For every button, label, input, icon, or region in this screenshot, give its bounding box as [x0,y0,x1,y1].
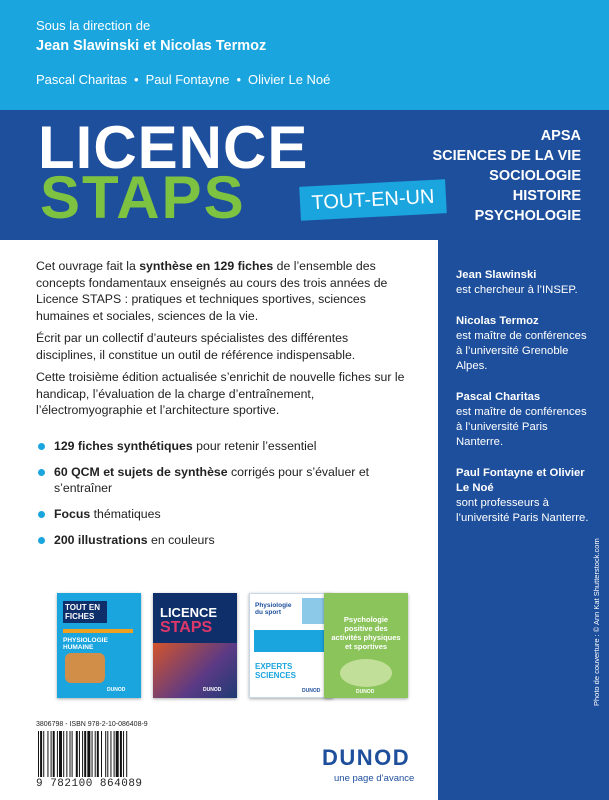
publisher-tagline: une page d’avance [334,773,415,784]
intro-text [36,258,406,425]
features-list [36,438,416,558]
author-description: est maître de conférences à l’université Grenoble Alpes. [456,330,587,372]
thumb-title: LICENCE [160,605,218,620]
thumb-publisher: DUNOD [203,687,222,693]
thumb-publisher: DUNOD [302,688,321,694]
intro-paragraph: Cette troisième édition actualisée s’enrichit de nouvelle fiches sur le handicap, l’évaluation de la charge d’entraînement, l’électromyographie et l’architecture sportive. [36,370,405,417]
barcode-digits: 9 782100 864089 [36,778,143,790]
author-description: est chercheur à l’INSEP. [456,284,578,296]
thumb-subtitle: EXPERTS SCIENCES [255,662,296,680]
text-run: de l’ensemble des concepts fondamentaux enseignés au cours des trois années de Licence STAPS : pratiques et techniques sportives, sciences humaines et sociales, sciences de la vie. [36,259,388,323]
barcode-icon [36,731,186,777]
thumb-title: TOUT EN FICHES [63,601,107,623]
feature-rest: en couleurs [147,533,215,547]
thumb-publisher: DUNOD [107,687,126,693]
feature-bold: 129 fiches synthétiques [54,439,193,453]
author-name: Nicolas Termoz [456,315,539,327]
author-bio [456,466,596,526]
related-book-cover [249,593,333,698]
related-book-cover [57,593,141,698]
direction-label: Sous la direction de [36,18,151,33]
coauthor: Paul Fontayne [145,72,230,87]
thumb-stripe [63,629,133,633]
author-description: est maître de conférences à l’université Paris Nanterre. [456,406,587,448]
feature-item [36,464,416,496]
feature-item [36,438,416,454]
related-book-cover [324,593,408,698]
text-emphasis: synthèse en 129 fiches [139,259,274,273]
subject-item: APSA [540,128,581,144]
thumb-illustration [65,653,105,683]
coauthor: Olivier Le Noé [248,72,331,87]
feature-rest: pour retenir l’essentiel [192,439,317,453]
isbn-line: 3806798 - ISBN 978-2-10-086408-9 [36,721,148,728]
thumb-band [254,630,328,652]
subject-item: SOCIOLOGIE [489,168,581,184]
author-name: Paul Fontayne et Olivier Le Noé [456,467,585,494]
feature-item [36,532,416,548]
author-description: sont professeurs à l’université Paris Nanterre. [456,497,589,524]
subject-item: SCIENCES DE LA VIE [432,148,581,164]
coauthor: Pascal Charitas [36,72,128,87]
bullet-separator: • [236,72,242,87]
feature-bold: 60 QCM et sujets de synthèse [54,465,228,479]
tout-en-un-badge: TOUT-EN-UN [299,179,447,221]
intro-paragraph [36,258,406,324]
feature-item [36,506,416,522]
feature-bold: 200 illustrations [54,533,148,547]
author-name: Jean Slawinski [456,269,537,281]
thumb-photo [153,643,237,698]
author-bio [456,390,596,450]
title-staps: STAPS [40,164,246,231]
publisher-logo: DUNOD [322,745,411,770]
coauthors [36,72,330,87]
subject-item: PSYCHOLOGIE [474,208,581,224]
author-bio [456,314,596,374]
thumb-title: Physiologie du sport [255,602,292,616]
subjects-list [381,126,581,226]
thumb-title: Psychologie positive des activités physiques et sportives [331,615,401,651]
thumb-publisher: DUNOD [356,689,375,695]
thumb-subtitle: STAPS [160,619,213,636]
thumb-subtitle: PHYSIOLOGIE HUMAINE [63,637,108,651]
title-licence: LICENCE [38,114,309,181]
feature-rest: corrigés pour s’évaluer et s’entraîner [54,465,370,495]
bullet-separator: • [134,72,139,87]
feature-bold: Focus [54,507,91,521]
top-band [0,0,609,110]
subject-item: HISTOIRE [512,188,581,204]
author-bios [456,268,596,542]
related-book-cover [153,593,237,698]
photo-credit: Photo de couverture : © Ann Kat Shutterstock.com [592,538,601,706]
text-run: Cet ouvrage fait la [36,259,140,273]
directors-names: Jean Slawinski et Nicolas Termoz [36,38,267,54]
author-name: Pascal Charitas [456,391,541,403]
thumb-illustration [340,659,392,687]
feature-rest: thématiques [90,507,161,521]
intro-paragraph: Écrit par un collectif d’auteurs spécialistes des différentes disciplines, il constitue un outil de référence indispensable. [36,331,356,362]
author-bio [456,268,596,298]
